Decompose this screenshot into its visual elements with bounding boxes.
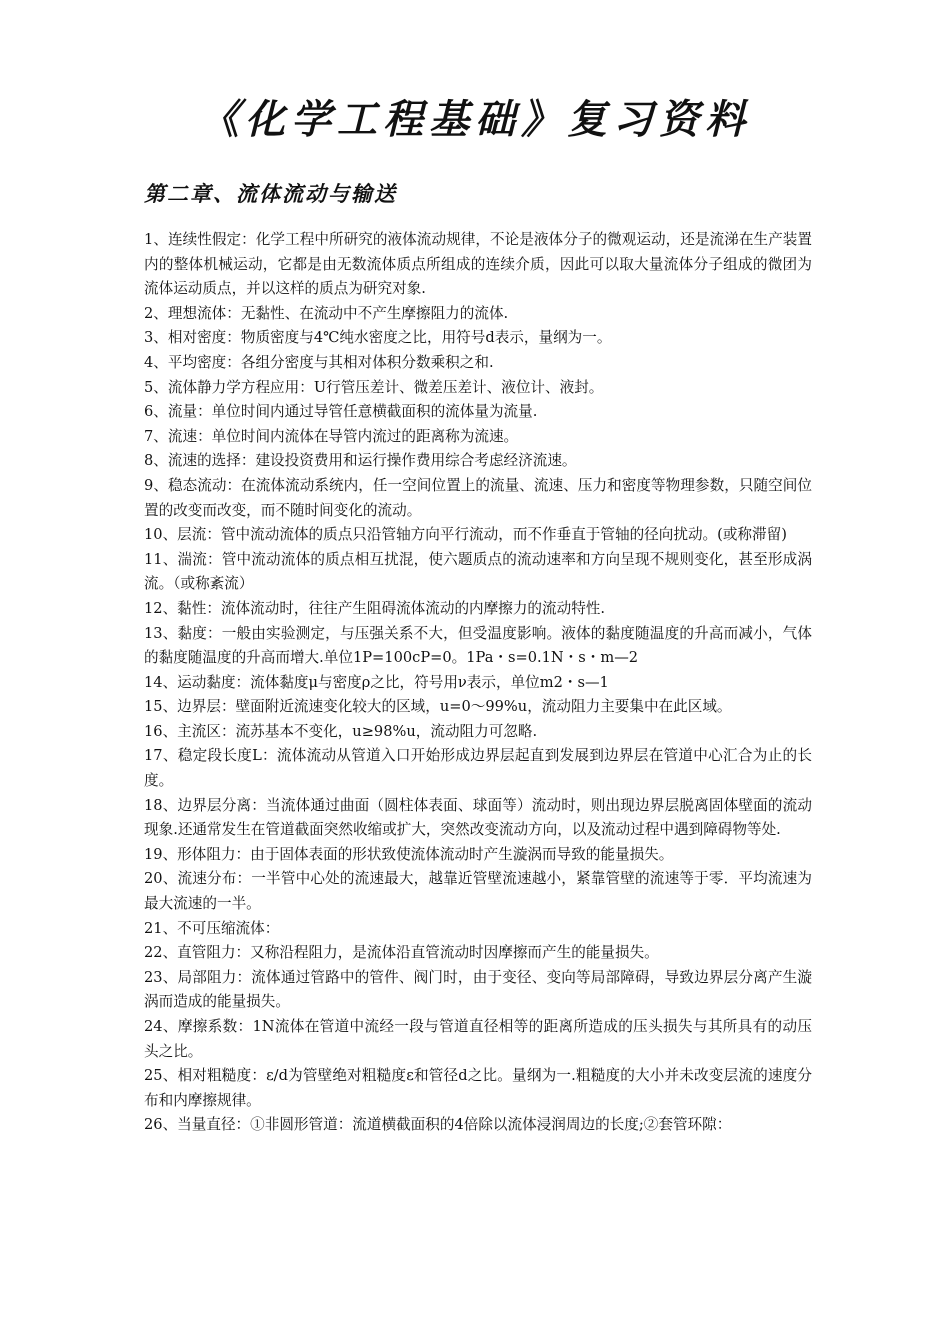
list-item: 11、湍流：管中流动流体的质点相互扰混，使六题质点的流动速率和方向呈现不规则变化，甚至形成涡流。（或称紊流）	[144, 550, 812, 593]
list-item: 4、平均密度：各组分密度与其相对体积分数乘积之和.	[144, 353, 494, 371]
list-item: 25、相对粗糙度：ε/d为管壁绝对粗糙度ε和管径d之比。量纲为一.粗糙度的大小并未改变层流的速度分布和内摩擦规律。	[144, 1067, 812, 1109]
list-item: 24、摩擦系数：1N流体在管道中流经一段与管道直径相等的距离所造成的压头损失与其所具有的动压头之比。	[144, 1018, 812, 1060]
list-item: 14、运动黏度：流体黏度μ与密度ρ之比，符号用ν表示，单位m2・s—1	[144, 673, 609, 691]
list-item: 7、流速：单位时间内流体在导管内流过的距离称为流速。	[144, 427, 519, 445]
list-item: 17、稳定段长度L：流体流动从管道入口开始形成边界层起直到发展到边界层在管道中心汇合为止的长度。	[144, 747, 812, 790]
list-item: 8、流速的选择：建设投资费用和运行操作费用综合考虑经济流速。	[144, 452, 577, 470]
chapter-heading: 第二章、流体流动与输送	[144, 181, 397, 206]
document-title: 《化学工程基础》复习资料	[199, 96, 751, 143]
definition-list	[144, 228, 812, 1138]
list-item: 5、流体静力学方程应用：U行管压差计、微差压差计、液位计、液封。	[144, 378, 604, 396]
list-item: 1、连续性假定：化学工程中所研究的液体流动规律，不论是液体分子的微观运动，还是流涕在生产装置内的整体机械运动，它都是由无数流体质点所组成的连续介质，因此可以取大量流体分子组成的微团为流体运动质点，并以这样的质点为研究对象.	[144, 231, 812, 298]
list-item: 15、边界层：壁面附近流速变化较大的区域，u=0～99%u，流动阻力主要集中在此区域。	[144, 698, 732, 716]
list-item: 13、黏度：一般由实验测定，与压强关系不大，但受温度影响。液体的黏度随温度的升高而减小，气体的黏度随温度的升高而增大.单位1P=100cP=0。1Pa・s=0.1N・s・m—2	[144, 624, 812, 667]
list-item: 19、形体阻力：由于固体表面的形状致使流体流动时产生漩涡而导致的能量损失。	[144, 845, 674, 863]
list-item: 26、当量直径：①非圆形管道：流道横截面积的4倍除以流体浸润周边的长度;②套管环隙：	[144, 1116, 732, 1134]
list-item: 20、流速分布：一半管中心处的流速最大，越靠近管壁流速越小，紧靠管壁的流速等于零．平均流速为最大流速的一半。	[144, 870, 812, 913]
list-item: 16、主流区：流苏基本不变化，u≥98%u，流动阻力可忽略.	[144, 722, 538, 740]
list-item: 22、直管阻力：又称沿程阻力，是流体沿直管流动时因摩擦而产生的能量损失。	[144, 944, 659, 962]
list-item: 9、稳态流动：在流体流动系统内，任一空间位置上的流量、流速、压力和密度等物理参数，只随空间位置的改变而改变，而不随时间变化的流动。	[144, 476, 812, 519]
list-item: 23、局部阻力：流体通过管路中的管件、阀门时，由于变径、变向等局部障碍，导致边界层分离产生漩涡而造成的能量损失。	[144, 968, 812, 1011]
list-item: 12、黏性：流体流动时，往往产生阻碍流体流动的内摩擦力的流动特性.	[144, 599, 606, 617]
list-item: 10、层流：管中流动流体的质点只沿管轴方向平行流动，而不作垂直于管轴的径向扰动。(或称滞留)	[144, 526, 787, 544]
list-item: 21、不可压缩流体：	[144, 919, 280, 937]
list-item: 2、理想流体：无黏性、在流动中不产生摩擦阻力的流体.	[144, 304, 509, 322]
list-item: 18、边界层分离：当流体通过曲面（圆柱体表面、球面等）流动时，则出现边界层脱离固体壁面的流动现象.还通常发生在管道截面突然收缩或扩大，突然改变流动方向，以及流动过程中遇到障碍物等处.	[144, 796, 812, 839]
list-item: 6、流量：单位时间内通过导管任意横截面积的流体量为流量.	[144, 403, 538, 421]
list-item: 3、相对密度：物质密度与4℃纯水密度之比，用符号d表示，量纲为一。	[144, 329, 612, 347]
